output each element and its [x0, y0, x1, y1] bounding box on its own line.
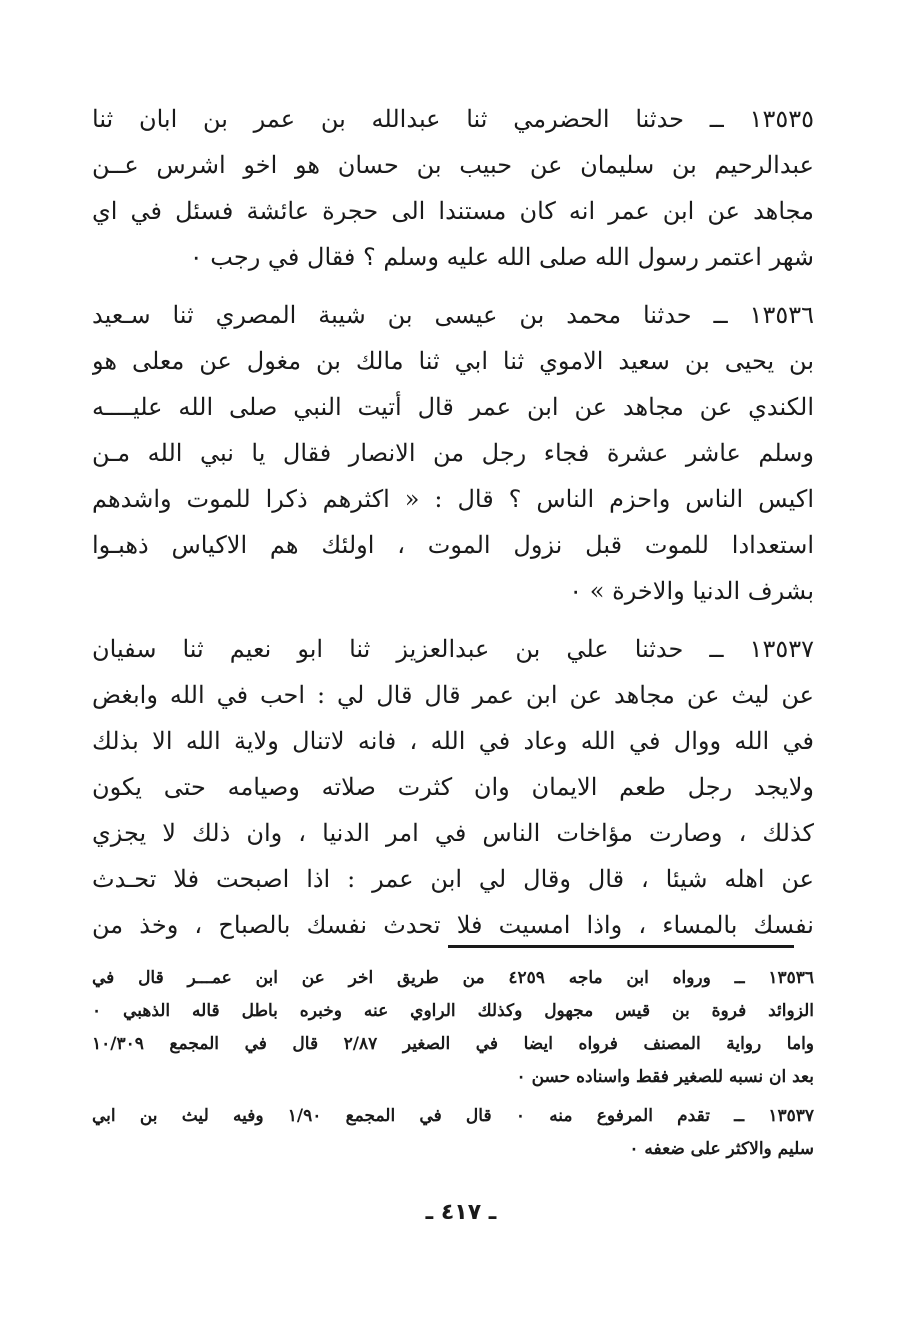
footnote-separator-rule — [448, 945, 794, 948]
text-line: عبدالرحيم بن سليمان عن حبيب بن حسان هو اخو اشرس عــن — [92, 151, 814, 179]
text-line: اكيس الناس واحزم الناس ؟ قال : « اكثرهم ذكرا للموت واشدهم — [92, 485, 814, 513]
text-line: بشرف الدنيا والاخرة » ٠ — [569, 577, 814, 605]
paragraph-gap — [92, 614, 814, 626]
footnote-13537 — [92, 1100, 814, 1166]
hadith-13535-paragraph — [92, 96, 814, 280]
footnote-line: سليم والاكثر على ضعفه ٠ — [629, 1139, 814, 1159]
text-line: في الله ووال في الله وعاد في الله ، فانه لاتنال ولاية الله الا بذلك — [92, 727, 814, 755]
footnote-line: ١٣٥٣٦ ــ ورواه ابن ماجه ٤٢٥٩ من طريق اخر عن ابن عمـــر قال في — [92, 968, 814, 988]
footnote-13536 — [92, 962, 814, 1094]
paragraph-gap — [92, 280, 814, 292]
footnote-line: بعد ان نسبه للصغير فقط واسناده حسن ٠ — [516, 1067, 814, 1087]
text-line: نفسك بالمساء ، واذا امسيت فلا تحدث نفسك بالصباح ، وخذ من — [92, 911, 814, 939]
text-line: شهر اعتمر رسول الله صلى الله عليه وسلم ؟ فقال في رجب ٠ — [189, 243, 814, 271]
text-line: وسلم عاشر عشرة فجاء رجل من الانصار فقال يا نبي الله مـن — [92, 439, 814, 467]
text-line: ١٣٥٣٥ ــ حدثنا الحضرمي ثنا عبدالله بن عمر بن ابان ثنا — [92, 105, 814, 133]
text-line: استعدادا للموت قبل نزول الموت ، اولئك هم الاكياس ذهبـوا — [92, 531, 814, 559]
footnote-line: واما رواية المصنف فرواه ايضا في الصغير ٢/٨٧ قال في المجمع ١٠/٣٠٩ — [92, 1034, 814, 1054]
text-line: الكندي عن مجاهد عن ابن عمر قال أتيت النبي صلى الله عليــــه — [92, 393, 814, 421]
footnote-line: ١٣٥٣٧ ــ تقدم المرفوع منه ٠ قال في المجمع ١/٩٠ وفيه ليث بن ابي — [92, 1106, 814, 1126]
text-line: مجاهد عن ابن عمر انه كان مستندا الى حجرة عائشة فسئل في اي — [92, 197, 814, 225]
text-line: عن ليث عن مجاهد عن ابن عمر قال قال لي : احب في الله وابغض — [92, 681, 814, 709]
hadith-13537-paragraph — [92, 626, 814, 948]
footnotes — [92, 962, 814, 1166]
text-line: بن يحيى بن سعيد الاموي ثنا ابي ثنا مالك بن مغول عن معلى هو — [92, 347, 814, 375]
footnote-line: الزوائد فروة بن قيس مجهول وكذلك الراوي عنه وخبره باطل قاله الذهبي ٠ — [92, 1001, 814, 1021]
main-text — [92, 96, 814, 948]
text-line: ١٣٥٣٧ ــ حدثنا علي بن عبدالعزيز ثنا ابو نعيم ثنا سفيان — [92, 635, 814, 663]
page-number: ـ ٤١٧ ـ — [425, 1200, 497, 1225]
text-line: ١٣٥٣٦ ــ حدثنا محمد بن عيسى بن شيبة المصري ثنا سـعيد — [92, 301, 814, 329]
text-line: ولايجد رجل طعم الايمان وان كثرت صلاته وصيامه حتى يكون — [92, 773, 814, 801]
text-line: عن اهله شيئا ، قال وقال لي ابن عمر : اذا اصبحت فلا تحـدث — [92, 865, 814, 893]
hadith-13536-paragraph — [92, 292, 814, 614]
text-line: كذلك ، وصارت مؤاخات الناس في امر الدنيا ، وان ذلك لا يجزي — [92, 819, 814, 847]
